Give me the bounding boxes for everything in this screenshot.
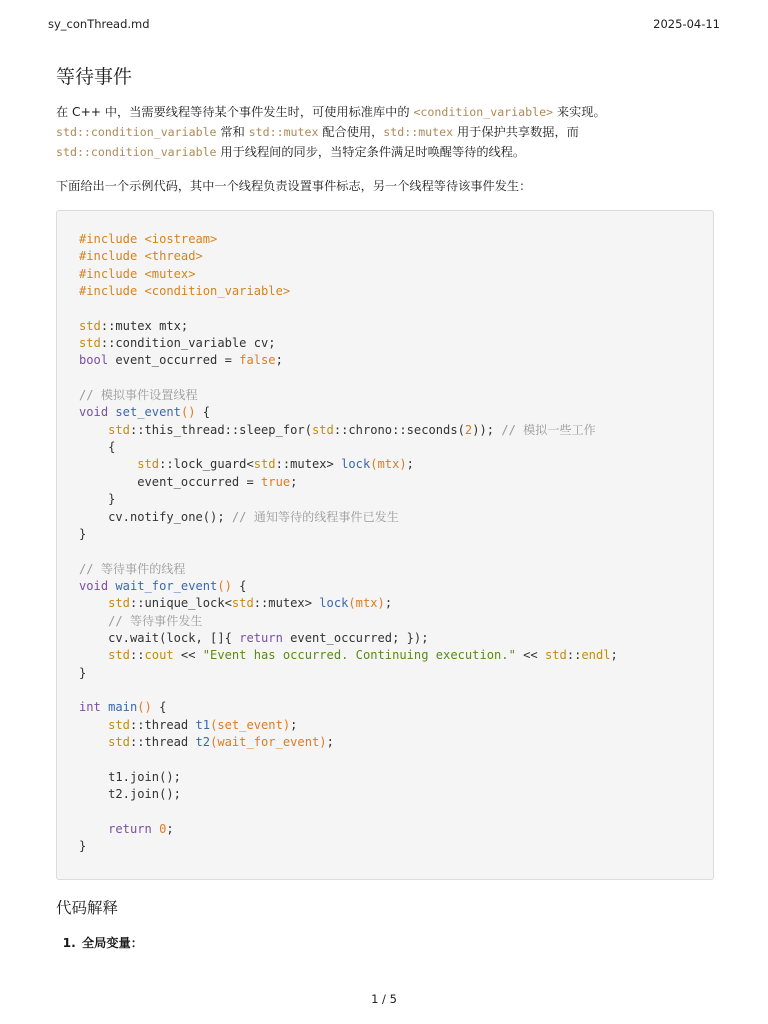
code-string: "Event has occurred. Continuing execution." xyxy=(202,648,516,663)
code-comment: // 等待事件的线程 xyxy=(79,561,186,576)
list-item: 1. 全局变量： xyxy=(80,934,714,951)
inline-code: std::mutex xyxy=(383,125,454,139)
code-block[interactable]: #include <iostream> #include <thread> #include <mutex> #include <condition_variable> std::mutex mtx; std::condition_variable cv; bool event_occurred = false; // 模拟事件设置线程 void set_event() { std::this_thread::sleep_for(std::chrono::seconds(2)); // 模拟一些工作 { std::lock_guard<std::mutex> lock(mtx); event_occurred = true; } cv.notify_one(); // 通知等待的线程事件已发生 } // 等待事件的线程 void wait_for_event() { std::unique_lock<std::mutex> lock(mtx); // 等待事件发生 cv.wait(lock, []{ return event_occurred; }); std::cout << "Event has occurred. Continuing execution." << std::endl; } int main() { std::thread t1(set_event); std::thread t2(wait_for_event); t1.join(); t2.join(); return 0; } xyxy=(56,210,714,880)
code-comment: // 通知等待的线程事件已发生 xyxy=(231,509,399,524)
section-title: 等待事件 xyxy=(56,66,133,88)
inline-code: std::condition_variable xyxy=(56,145,217,159)
intro-text: 用于保护共享数据，而 xyxy=(453,125,579,139)
code-include: #include <thread> xyxy=(79,249,203,264)
code-include: #include <condition_variable> xyxy=(79,284,291,299)
code-comment: // 模拟一些工作 xyxy=(501,422,596,437)
code-comment: // 模拟事件设置线程 xyxy=(79,388,198,403)
intro-text: 用于线程间的同步，当特定条件满足时唤醒等待的线程。 xyxy=(216,145,526,159)
page-number: 1 / 5 xyxy=(371,992,397,1006)
explanation-heading: 代码解释 xyxy=(56,899,119,918)
intro-text: 配合使用， xyxy=(318,125,384,139)
code-comment: // 等待事件发生 xyxy=(108,613,203,628)
intro-text: 在 C++ 中，当需要线程等待某个事件发生时，可使用标准库中的 xyxy=(56,105,414,119)
code-include: #include <mutex> xyxy=(79,266,196,281)
inline-code: <condition_variable> xyxy=(413,105,554,119)
intro-paragraph xyxy=(56,102,714,162)
explanation-list xyxy=(56,934,714,951)
inline-code: std::mutex xyxy=(248,125,319,139)
intro-text: 来实现。 xyxy=(553,105,606,119)
document-date: 2025-04-11 xyxy=(653,17,720,31)
inline-code: std::condition_variable xyxy=(56,125,217,139)
document-content xyxy=(56,64,714,951)
page-header xyxy=(48,17,720,31)
code-include: #include <iostream> xyxy=(79,232,218,246)
document-filename: sy_conThread.md xyxy=(48,17,150,31)
intro-text: 常和 xyxy=(216,125,249,139)
example-paragraph: 下面给出一个示例代码，其中一个线程负责设置事件标志，另一个线程等待该事件发生： xyxy=(56,179,532,193)
